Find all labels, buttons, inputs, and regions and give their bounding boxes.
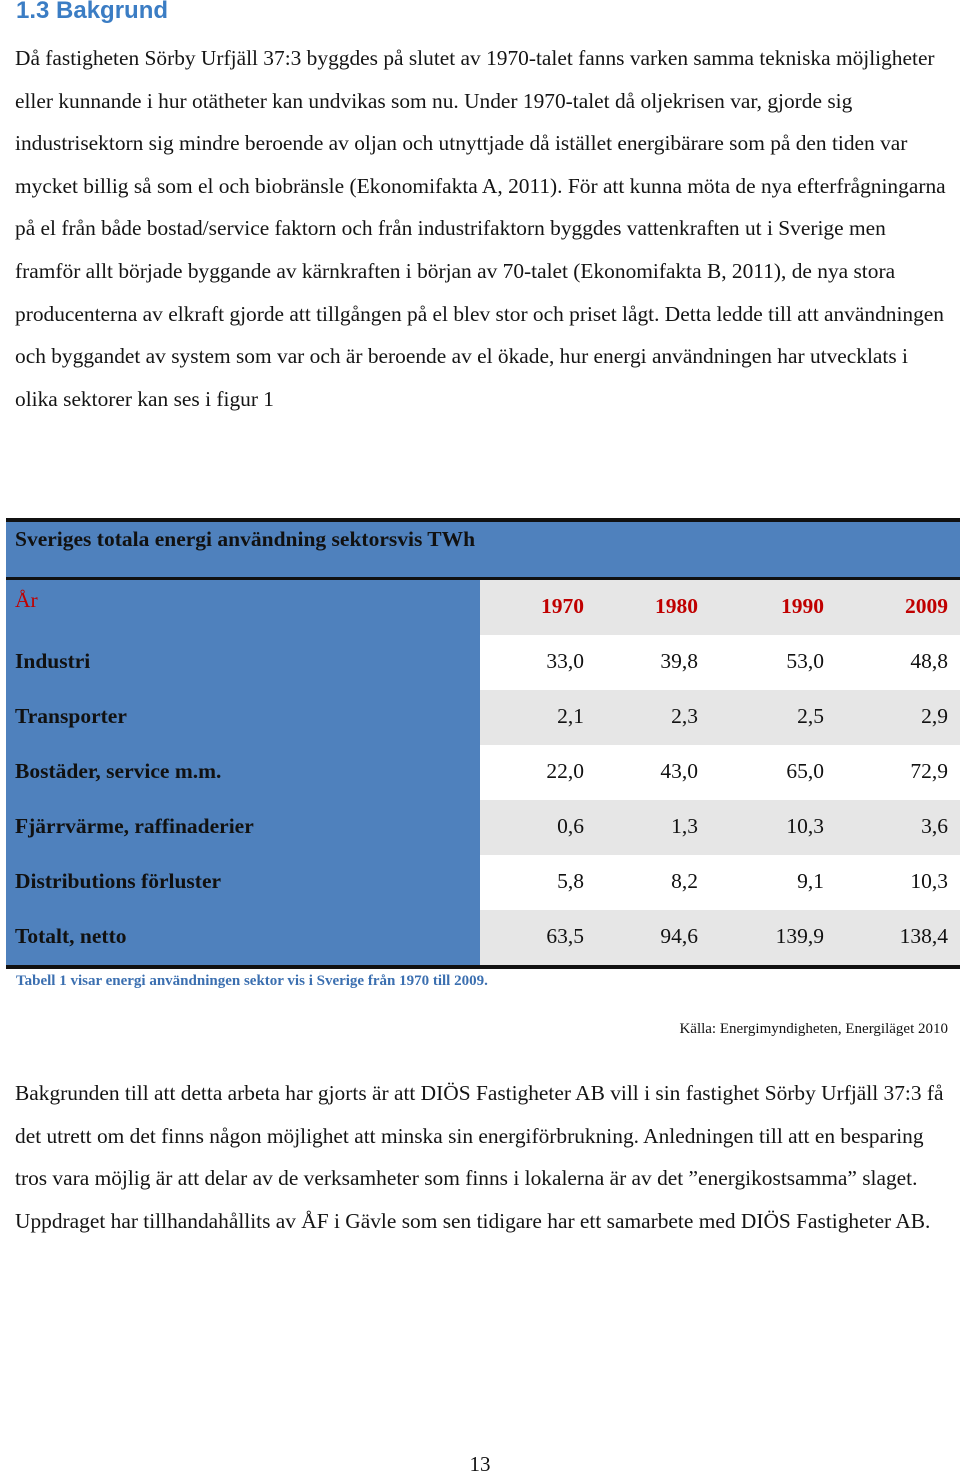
table-total-row xyxy=(6,910,960,965)
table-cell: 22,0 xyxy=(546,759,584,783)
year-1980: 1980 xyxy=(655,594,698,618)
row-label: Transporter xyxy=(15,704,127,728)
table-header-row xyxy=(6,580,960,635)
table-row xyxy=(6,745,960,800)
intro-paragraph: Då fastigheten Sörby Urfjäll 37:3 byggdes på slutet av 1970-talet fanns varken samma tekniska möjligheter eller kunnande i hur otätheter kan undvikas som nu. Under 1970-talet då oljekrisen var, gjorde sig industrisektorn sig mindre beroende av oljan och utnyttjade då istället energibärare som på den tiden var mycket billig så som el och biobränsle (Ekonomifakta A, 2011). För att kunna möta de nya efterfrågningarna på el från både bostad/service faktorn och från industrifaktorn byggdes vattenkraften ut i Sverige men framför allt började byggande av kärnkraften i början av 70-talet (Ekonomifakta B, 2011), de nya stora producenterna av elkraft gjorde att tillgången på el blev stor och priset lågt. Detta ledde till att användningen och byggandet av system som var och är beroende av el ökade, hur energi användningen har utvecklats i olika sektorer kan ses i figur 1 xyxy=(15,46,946,411)
year-1970: 1970 xyxy=(541,594,584,618)
table-cell: 43,0 xyxy=(660,759,698,783)
table-cell: 8,2 xyxy=(671,869,698,893)
table-cell: 3,6 xyxy=(921,814,948,838)
table-cell: 72,9 xyxy=(910,759,948,783)
table-caption: Tabell 1 visar energi användningen sektor vis i Sverige från 1970 till 2009. xyxy=(16,973,488,989)
row-label: Industri xyxy=(15,649,91,673)
table-cell: 5,8 xyxy=(557,869,584,893)
page-number: 13 xyxy=(469,1452,491,1476)
table-title-row xyxy=(6,522,960,580)
table-cell: 9,1 xyxy=(797,869,824,893)
table-cell: 139,9 xyxy=(775,924,824,948)
table-cell: 0,6 xyxy=(557,814,584,838)
table-title: Sveriges totala energi användning sektorsvis TWh xyxy=(15,527,476,551)
year-2009: 2009 xyxy=(905,594,948,618)
row-label: Distributions förluster xyxy=(15,869,222,893)
row-label: Bostäder, service m.m. xyxy=(15,759,222,783)
table-cell: 2,9 xyxy=(921,704,948,728)
year-1990: 1990 xyxy=(781,594,824,618)
table-cell: 10,3 xyxy=(786,814,824,838)
table-row xyxy=(6,635,960,690)
year-cells xyxy=(480,580,960,635)
table-cell: 2,1 xyxy=(557,704,584,728)
table-cell: 1,3 xyxy=(671,814,698,838)
table-row xyxy=(6,690,960,745)
energy-table xyxy=(6,518,960,969)
year-label: År xyxy=(15,588,38,612)
table-cell: 63,5 xyxy=(546,924,584,948)
table-cell: 2,5 xyxy=(797,704,824,728)
table-cell: 138,4 xyxy=(899,924,948,948)
table-cell: 53,0 xyxy=(786,649,824,673)
closing-paragraph: Bakgrunden till att detta arbeta har gjorts är att DIÖS Fastigheter AB vill i sin fastighet Sörby Urfjäll 37:3 få det utrett om det finns någon möjlighet att minska sin energiförbrukning. Anledningen till att en besparing tros vara möjlig är att delar av de verksamheter som finns i lokalerna är av det ”energikostsamma” slaget. Uppdraget har tillhandahållits av ÅF i Gävle som sen tidigare har ett samarbete med DIÖS Fastigheter AB. xyxy=(15,1081,944,1233)
table-cell: 2,3 xyxy=(671,704,698,728)
table-cell: 65,0 xyxy=(786,759,824,783)
row-label: Fjärrvärme, raffinaderier xyxy=(15,814,254,838)
table-cell: 33,0 xyxy=(546,649,584,673)
section-heading: 1.3 Bakgrund xyxy=(16,0,169,24)
table-source: Källa: Energimyndigheten, Energiläget 2010 xyxy=(679,1021,948,1037)
table-row xyxy=(6,855,960,910)
table-cell: 39,8 xyxy=(660,649,698,673)
table-cell: 94,6 xyxy=(660,924,698,948)
row-label: Totalt, netto xyxy=(15,924,127,948)
table-cell: 10,3 xyxy=(910,869,948,893)
table-cell: 48,8 xyxy=(910,649,948,673)
table-row xyxy=(6,800,960,855)
